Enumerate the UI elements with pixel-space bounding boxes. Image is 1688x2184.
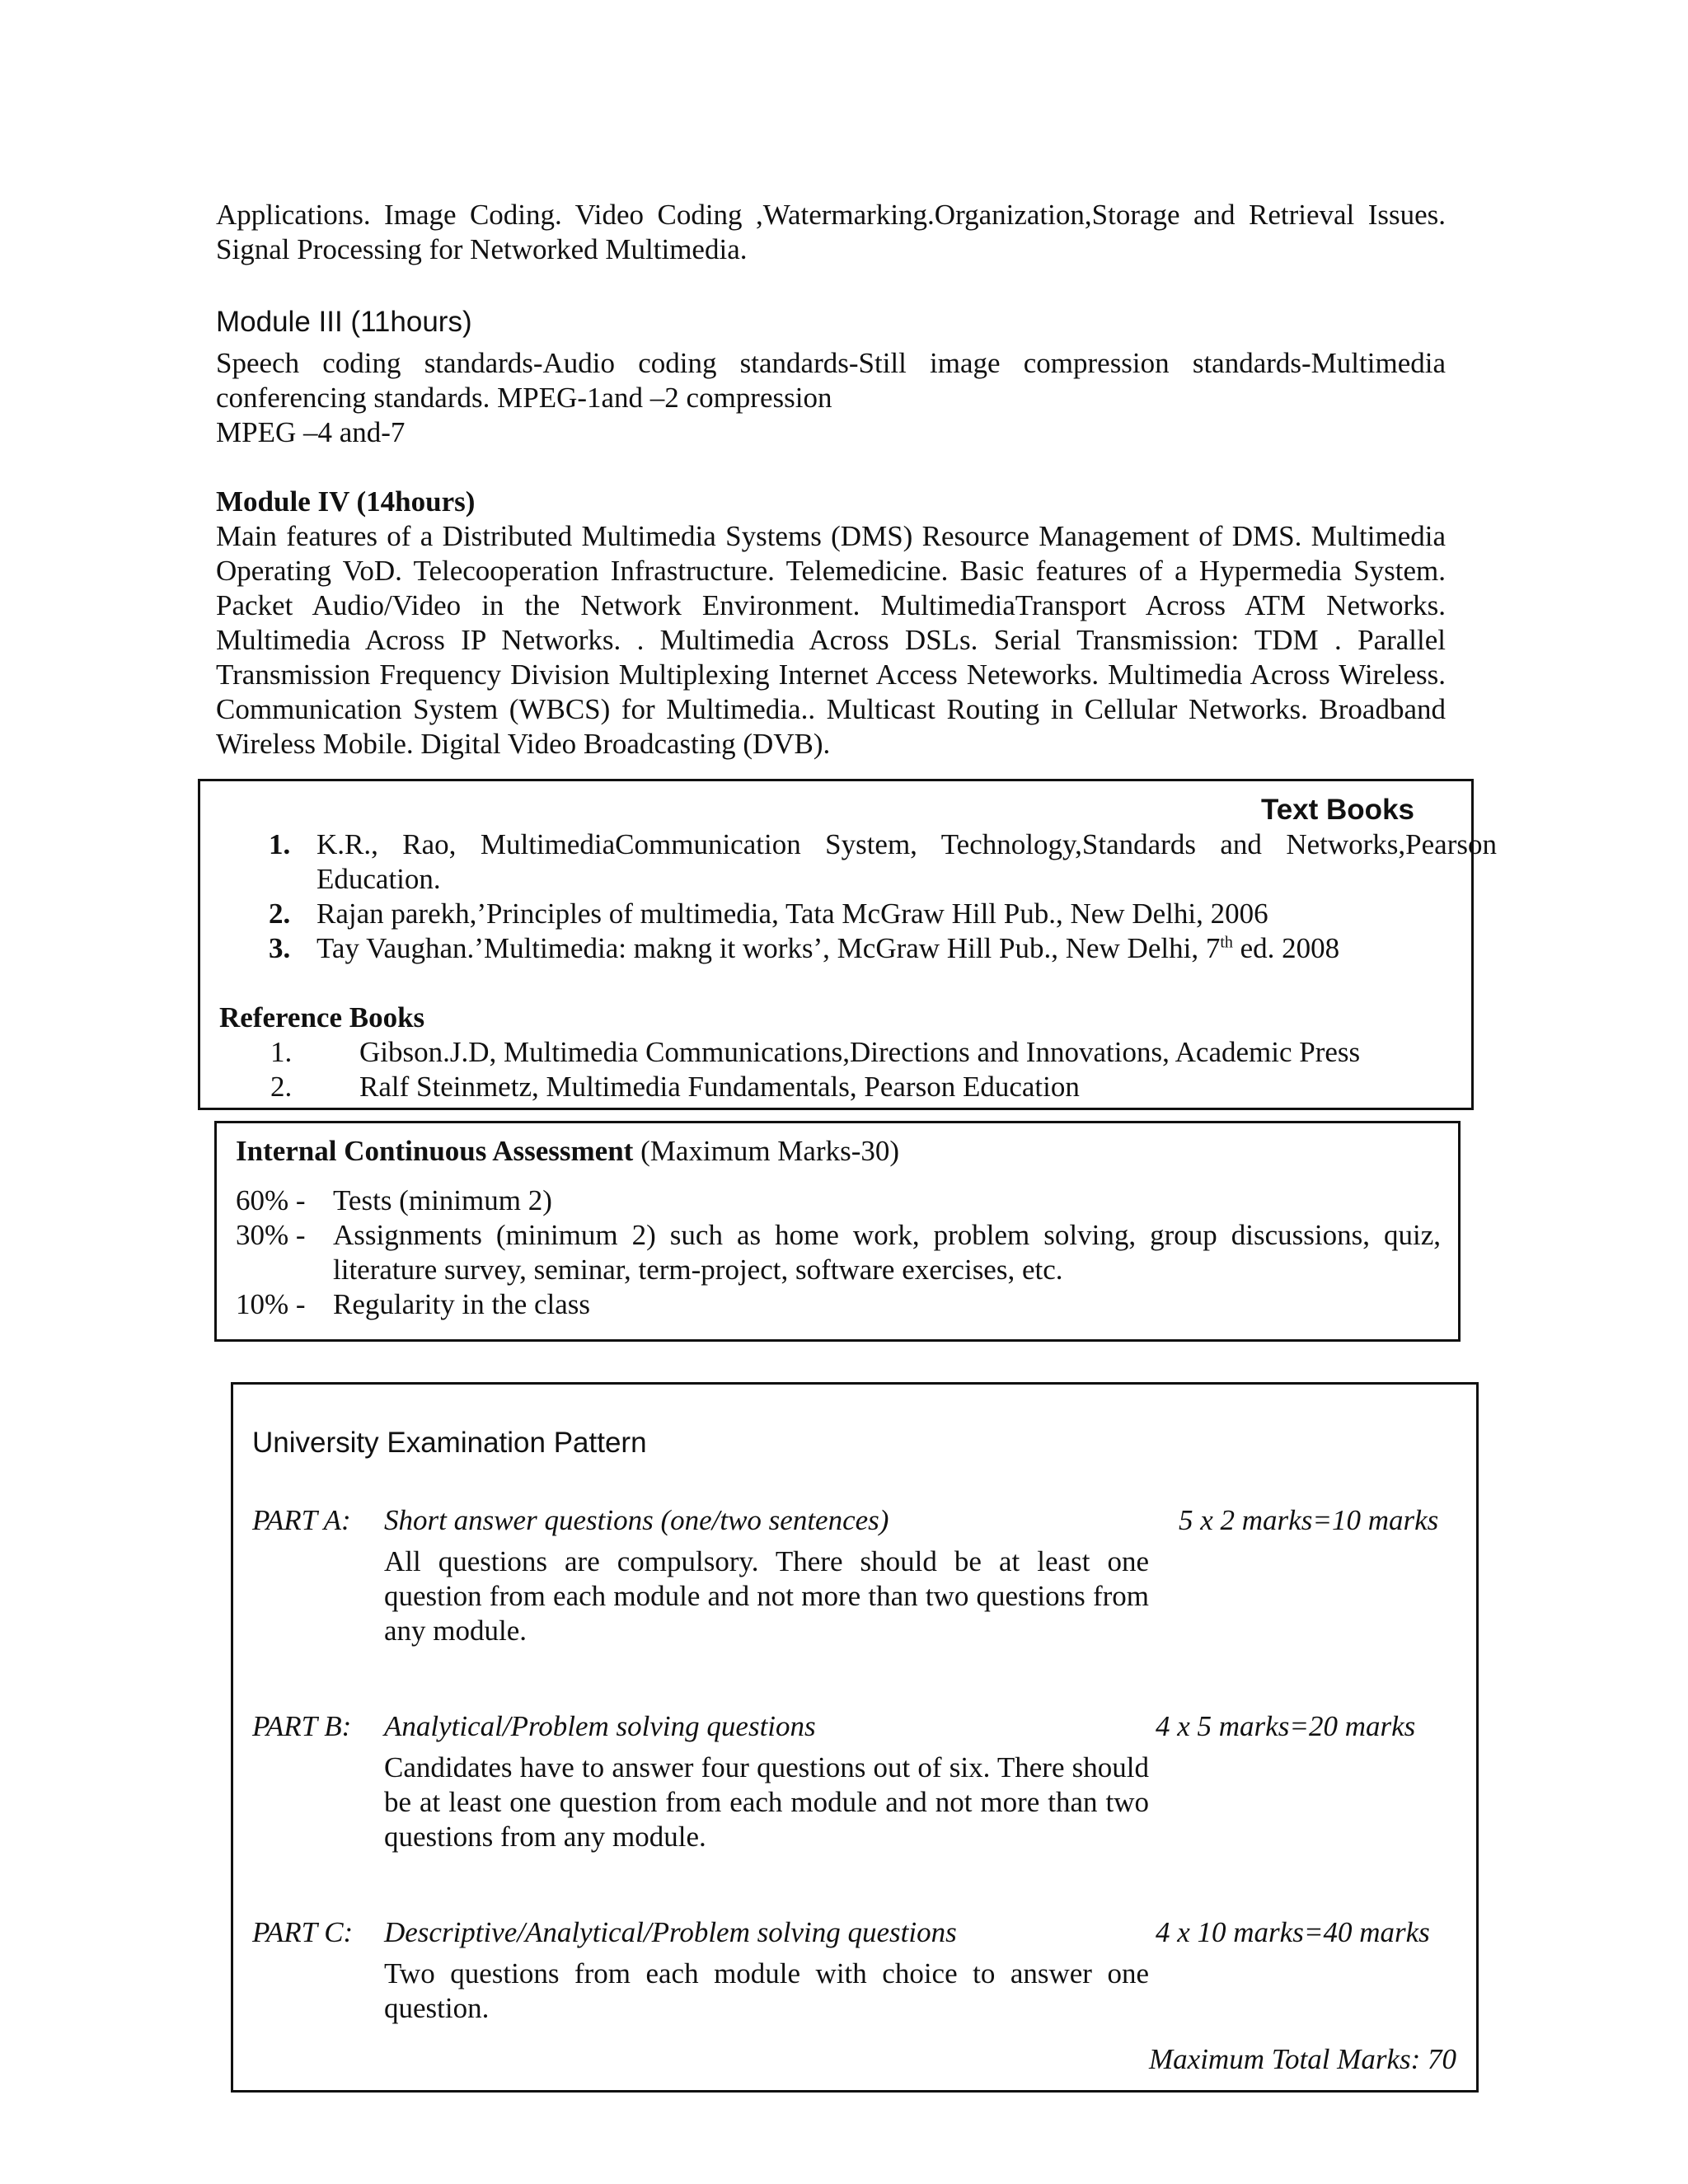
exam-part-a-description: All questions are compulsory. There should be at least one question from each module and not more than two questions from any module. — [384, 1545, 1149, 1647]
exam-total-clip — [1071, 2042, 1474, 2083]
reference-books-heading: Reference Books — [219, 1001, 425, 1033]
reference-book-number: 2. — [270, 1071, 293, 1103]
module-3-text-2: MPEG –4 and-7 — [216, 416, 406, 448]
exam-total-marks: Maximum Total Marks: 70 — [1149, 2043, 1457, 2075]
exam-part-c-marks: 4 x 10 marks=40 marks — [1156, 1916, 1430, 1948]
ica-text: Tests (minimum 2) — [333, 1184, 552, 1216]
text-book-number: 2. — [269, 898, 291, 930]
text-books-heading: Text Books — [1260, 794, 1414, 826]
module-4-heading: Module IV (14hours) — [216, 485, 476, 518]
exam-part-b-marks: 4 x 5 marks=20 marks — [1156, 1710, 1416, 1742]
reference-book-number: 1. — [270, 1036, 293, 1068]
exam-heading: University Examination Pattern — [252, 1427, 647, 1459]
text-book-number: 1. — [269, 828, 291, 860]
exam-part-b-title: Analytical/Problem solving questions — [384, 1710, 816, 1742]
ica-percent: 10% - — [236, 1288, 306, 1320]
ica-heading: Internal Continuous Assessment (Maximum Marks-30) — [236, 1135, 900, 1167]
exam-part-c-label: PART C: — [252, 1916, 354, 1948]
text-book-text: Tay Vaughan.’Multimedia: makng it works’, McGraw Hill Pub., New Delhi, 7th ed. 2008 — [316, 932, 1340, 964]
exam-part-c-title: Descriptive/Analytical/Problem solving questions — [384, 1916, 957, 1948]
exam-part-b-description: Candidates have to answer four questions out of six. There should be at least one question from each module and not more than two questions from any module. — [384, 1751, 1149, 1853]
intro-paragraph: Applications. Image Coding. Video Coding ,Watermarking.Organization,Storage and Retrieval Issues. Signal Processing for Networked Multimedia. — [216, 199, 1446, 265]
text-book-text: K.R., Rao, MultimediaCommunication System, Technology,Standards and Networks,Pearson Education. — [316, 828, 1497, 895]
exam-part-a-title: Short answer questions (one/two sentences) — [384, 1504, 889, 1536]
exam-part-b-label: PART B: — [252, 1710, 352, 1742]
exam-part-c-description: Two questions from each module with choice to answer one question. — [384, 1957, 1149, 2024]
exam-part-a-label: PART A: — [252, 1504, 351, 1536]
exam-part-a-marks: 5 x 2 marks=10 marks — [1179, 1504, 1439, 1536]
module-3-text: Speech coding standards-Audio coding standards-Still image compression standards-Multimedia conferencing standards. MPEG-1and –2 compression — [216, 347, 1446, 414]
module-4-text: Main features of a Distributed Multimedia Systems (DMS) Resource Management of DMS. Multimedia Operating VoD. Telecooperation Infrastructure. Telemedicine. Basic features of a Hypermedia System. Packet Audio/Video in the Network Environment. MultimediaTransport Across ATM Networks. Multimedia Across IP Networks. . Multimedia Across DSLs. Serial Transmission: TDM . Parallel Transmission Frequency Division Multiplexing Internet Access Neteworks. Multimedia Across Wireless. Communication System (WBCS) for Multimedia.. Multicast Routing in Cellular Networks. Broadband Wireless Mobile. Digital Video Broadcasting (DVB). — [216, 520, 1446, 760]
ica-percent: 30% - — [236, 1219, 306, 1251]
ica-text: Regularity in the class — [333, 1288, 591, 1320]
ica-text: Assignments (minimum 2) such as home work, problem solving, group discussions, quiz, literature survey, seminar, term-project, software exercises, etc. — [333, 1219, 1441, 1286]
reference-book-text: Gibson.J.D, Multimedia Communications,Directions and Innovations, Academic Press — [359, 1036, 1361, 1068]
text-book-item — [269, 827, 1497, 897]
text-book-text: Rajan parekh,’Principles of multimedia, Tata McGraw Hill Pub., New Delhi, 2006 — [316, 898, 1268, 930]
text-book-number: 3. — [269, 932, 291, 964]
module-3-heading: Module III (11hours) — [216, 306, 472, 338]
reference-book-text: Ralf Steinmetz, Multimedia Fundamentals, Pearson Education — [359, 1071, 1080, 1103]
ica-percent: 60% - — [236, 1184, 306, 1216]
